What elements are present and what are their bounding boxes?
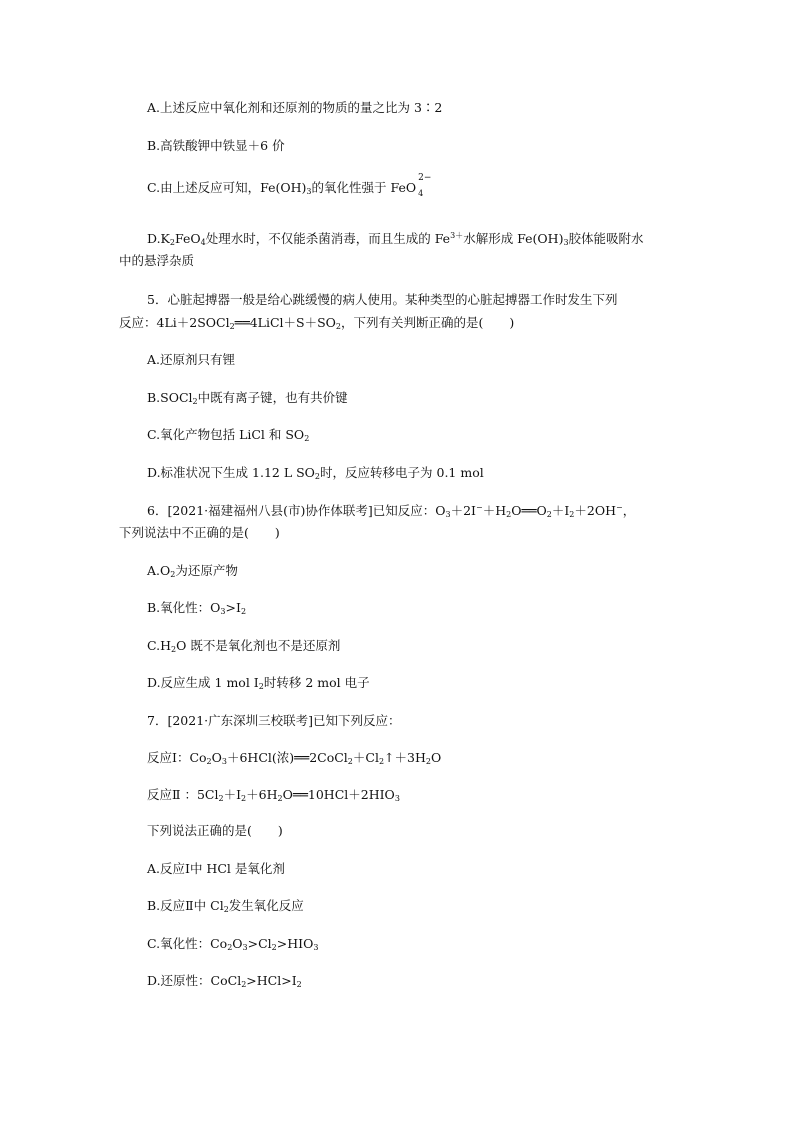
- q5-option-b: B.SOCl$_2$中既有离子键，也有共价键: [147, 390, 348, 406]
- q4-option-d: $D.K_2FeO_4$处理水时，不仅能杀菌消毒，而且生成的 $Fe^{3+}$水解形成 $Fe(OH)_3$胶体能吸附水: [147, 231, 644, 247]
- q4-option-c: C.由上述反应可知，$Fe(OH)_3$的氧化性强于 FeO 2− 4: [147, 173, 432, 198]
- q6-stem-line1: 6．[2021·福建福州八县(市)协作体联考]已知反应：$O_3+2I^-+H_2O══O_2+I_2+2OH^-$，: [147, 503, 636, 519]
- q5-stem-line2: 反应：$4Li+2SOCl_2══4LiCl+S+SO_2$，下列有关判断正确的是( ): [119, 315, 515, 331]
- q7-option-b: B.反应Ⅱ中 $Cl_2$发生氧化反应: [147, 898, 304, 914]
- q4-option-a: A.上述反应中氧化剂和还原剂的物质的量之比为 3∶2: [147, 100, 443, 115]
- q6-option-d: D.反应生成 1 mol $I_2$时转移 2 mol 电子: [147, 675, 370, 691]
- q7-ask: 下列说法正确的是( ): [147, 823, 283, 838]
- q4-option-b: B.高铁酸钾中铁显＋6 价: [147, 138, 285, 153]
- q6-option-a: $A.O_2$为还原产物: [147, 563, 238, 579]
- q5-option-c: C.氧化产物包括 LiCl 和 $SO_2$: [147, 427, 310, 443]
- q6-option-c: $C.H_2O$ 既不是氧化剂也不是还原剂: [147, 638, 341, 654]
- q7-reaction-1: 反应Ⅰ：$Co_2O_3+6HCl$(浓)$══2CoCl_2+Cl_2↑+3H_2O$: [147, 750, 442, 766]
- ferrate-ion-charge: 2− 4: [418, 173, 432, 198]
- q7-option-c: C.氧化性：$Co_2O_3>Cl_2>HIO_3$: [147, 936, 319, 952]
- q4-option-d-continued: 中的悬浮杂质: [119, 253, 195, 268]
- q5-stem-line1: 5．心脏起搏器一般是给心跳缓慢的病人使用。某种类型的心脏起搏器工作时发生下列: [147, 292, 618, 307]
- q6-option-b: B.氧化性：$O_3>I_2$: [147, 600, 247, 616]
- q7-reaction-2: 反应Ⅱ ：$5Cl_2+I_2+6H_2O══10HCl+2HIO_3$: [147, 787, 400, 803]
- q7-option-d: D.还原性：$CoCl_2>HCl>I_2$: [147, 973, 302, 989]
- q5-option-d: D.标准状况下生成 1.12 L $SO_2$时，反应转移电子为 0.1 mol: [147, 465, 484, 481]
- q7-option-a: A.反应Ⅰ中 HCl 是氧化剂: [147, 861, 285, 876]
- q6-stem-line2: 下列说法中不正确的是( ): [119, 525, 280, 540]
- q5-option-a: A.还原剂只有锂: [147, 352, 236, 367]
- q7-stem: 7．[2021·广东深圳三校联考]已知下列反应：: [147, 713, 401, 728]
